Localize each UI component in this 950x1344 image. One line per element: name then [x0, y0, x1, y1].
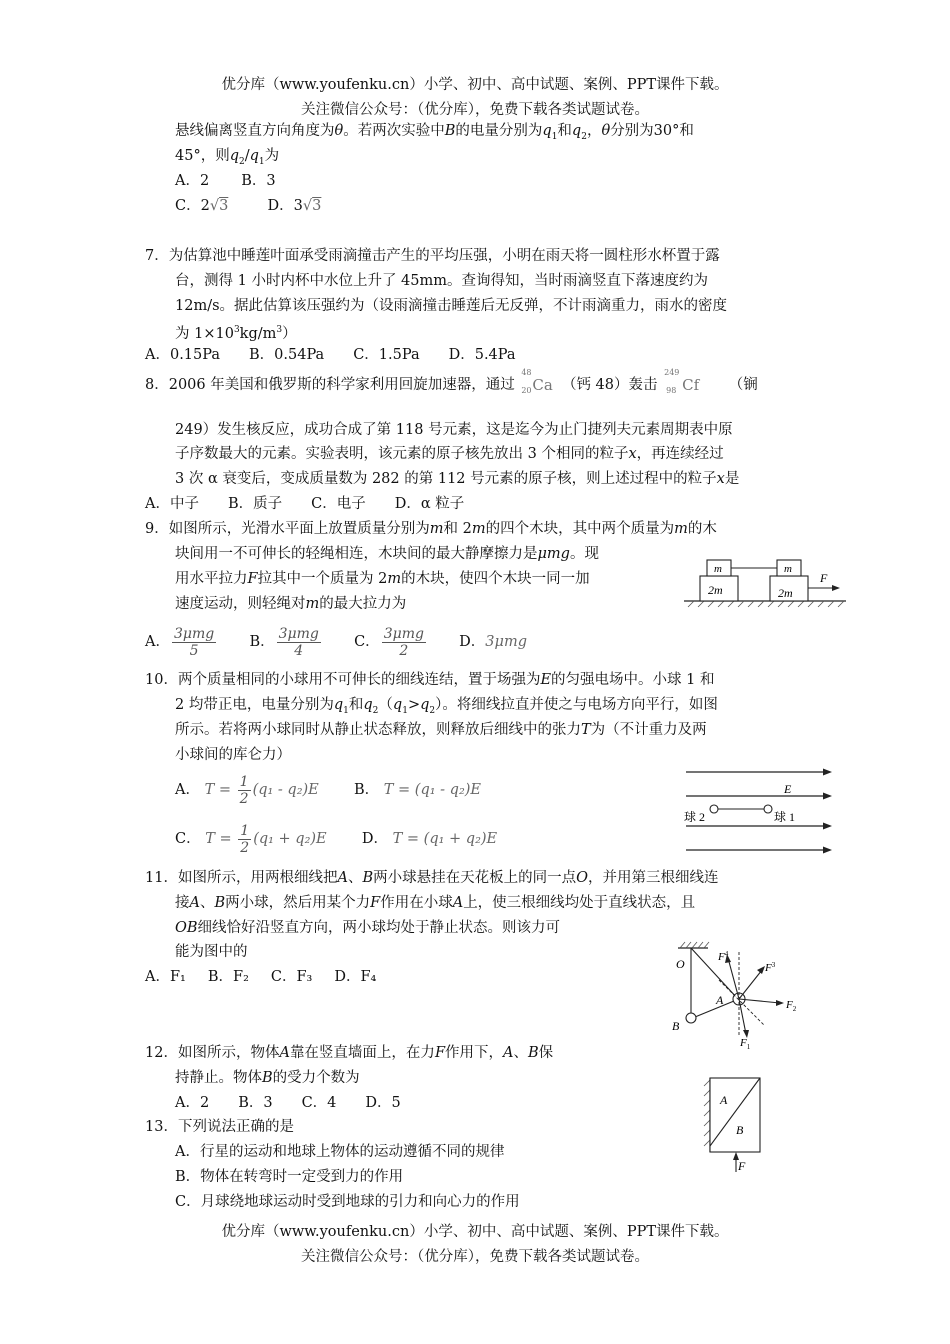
q10-option-a: A． — [175, 782, 200, 798]
q11-line-1: 11．如图所示，用两根细线把A、B两小球悬挂在天花板上的同一点O，并用第三根细线连 — [145, 870, 719, 886]
q8-line-1: 8．2006 年美国和俄罗斯的科学家利用回旋加速器，通过 48 20 Ca （钙 48）轰击 249 98 Cf （锎 — [145, 372, 758, 398]
q11-option-a: A．F₁ — [145, 969, 186, 985]
q11-fig-F4: $F^4$ — [718, 950, 729, 963]
footer-line-2: 关注微信公众号：（优分库），免费下载各类试题试卷。 — [301, 1249, 649, 1265]
q6-line-1: 悬线偏离竖直方向角度为θ。若两次实验中B的电量分别为$q_1$和$q_2$，θ分别为30°和 — [175, 123, 694, 142]
q9-line-1: 9．如图所示，光滑水平面上放置质量分别为m和 2m的四个木块，其中两个质量为m的木 — [145, 521, 717, 537]
q10-option-b: B． — [354, 782, 380, 798]
q9-line-4: 速度运动，则轻绳对m的最大拉力为 — [175, 596, 407, 612]
footer-line-1: 优分库（www.youfenku.cn）小学、初中、高中试题、案例、PPT课件下载。 — [221, 1224, 729, 1240]
q9-fig-F: F — [820, 571, 828, 585]
q11-line-2: 接A、B两小球，然后用某个力F作用在小球A上，使三根细线均处于直线状态，且 — [175, 895, 696, 911]
q10-fig-ball-2: 球 2 — [684, 810, 706, 824]
q6-options-cd: C．2√3 D．3√3 — [175, 198, 322, 214]
q12-fig-B: B — [736, 1123, 744, 1137]
q10-line-4: 小球间的库仑力） — [175, 747, 291, 763]
q13-stem: 13．下列说法正确的是 — [145, 1119, 294, 1135]
q9-fig-m-right: m — [784, 563, 792, 575]
q10-field-figure — [680, 762, 840, 857]
q11-option-d: D．F₄ — [334, 969, 377, 985]
q10-line-3: 所示。若将两小球同时从静止状态释放，则释放后细线中的张力T为（不计重力及两 — [175, 722, 707, 738]
q11-fig-A: A — [716, 993, 724, 1007]
q9-line-2: 块间用一不可伸长的轻绳相连，木块间的最大静摩擦力是μmg。现 — [175, 546, 599, 562]
q12-fig-A: A — [720, 1093, 728, 1107]
q6-options-ab — [175, 171, 276, 191]
q9-line-3: 用水平拉力F拉其中一个质量为 2m的木块，使四个木块一同一加 — [175, 571, 590, 587]
q9-option-b: B． — [249, 634, 275, 650]
q6-option-a: A．2 — [175, 173, 210, 189]
q7-line-4: 为 $1\times 10^3kg/m^3$） — [175, 325, 297, 342]
q10-line-2: 2 均带正电，电量分别为$q_1$和$q_2(q_1>q_2)$。将细线拉直并使之与电场方向平行，如图 — [175, 697, 718, 716]
q12-wall-figure — [696, 1072, 776, 1174]
q11-forces-figure — [664, 940, 814, 1050]
q12-line-2: 持静止。物体B的受力个数为 — [175, 1070, 360, 1086]
q9-option-a: A． — [145, 634, 170, 650]
q11-fig-F1: $F_1$ — [740, 1037, 751, 1050]
q10-options-ab: A． T = $\frac{1}{2}$ (q₁ - q₂)E B． T = (q₁ - q₂)E — [175, 773, 482, 807]
q7-line-1: 7．为估算池中睡莲叶面承受雨滴撞击产生的平均压强，小明在雨天将一圆柱形水杯置于露 — [145, 248, 720, 264]
q7-line-3: 12m/s。据此估算该压强约为（设雨滴撞击睡莲后无反弹，不计雨滴重力，雨水的密度 — [175, 298, 728, 314]
q9-option-d: D． — [459, 634, 486, 650]
q10-fig-E: E — [784, 782, 792, 796]
q8-line-2: 249）发生核反应，成功合成了第 118 号元素，这是迄今为止门捷列夫元素周期表中原 — [175, 422, 733, 438]
q6-option-c: C．2 — [175, 198, 210, 214]
q9-fig-2m-left: 2m — [708, 583, 723, 597]
q10-options-cd: C． T = $\frac{1}{2}$ (q₁ + q₂)E D． T = (q₁ + q₂)E — [175, 822, 498, 856]
q8-line-3: 子序数最大的元素。实验表明，该元素的原子核先放出 3 个相同的粒子x，再连续经过 — [175, 446, 724, 462]
q12-options: A．2 B．3 C．4 D．5 — [175, 1095, 401, 1111]
q11-fig-B: B — [672, 1019, 680, 1033]
q9-blocks-figure — [680, 552, 850, 608]
q11-line-4: 能为图中的 — [175, 944, 248, 960]
q9-options: A． $\frac{\text{3μmg}}{5}$ B． $\frac{\text{3μmg}}{4}$ C． $\frac{\text{3μmg}}{2}$ D．3μmg — [145, 625, 527, 659]
californium-nuclide: 249 98 Cf — [664, 368, 700, 395]
q11-fig-O: O — [676, 957, 685, 971]
q12-fig-F: F — [738, 1159, 746, 1173]
q8-options: A．中子 B．质子 C．电子 D．α 粒子 — [145, 496, 465, 512]
q11-option-c: C．F₃ — [270, 969, 313, 985]
header-line-2: 关注微信公众号：（优分库），免费下载各类试题试卷。 — [301, 102, 649, 118]
q7-line-2: 台，测得 1 小时内杯中水位上升了 45mm。查询得知，当时雨滴竖直下落速度约为 — [175, 273, 708, 289]
q9-fig-2m-right: 2m — [778, 586, 793, 600]
q10-line-1: 10．两个质量相同的小球用不可伸长的细线连结，置于场强为E的匀强电场中。小球 1 和 — [145, 672, 715, 688]
q10-fig-ball-1: 球 1 — [774, 810, 796, 824]
q11-option-b: B．F₂ — [207, 969, 249, 985]
q10-option-d: D． — [361, 831, 389, 847]
q13-option-b: B．物体在转弯时一定受到力的作用 — [175, 1169, 404, 1185]
q11-options — [145, 967, 376, 987]
q6-option-d: D．3 — [267, 198, 303, 214]
q6-option-b: B．3 — [241, 173, 276, 189]
header-line-1: 优分库（www.youfenku.cn）小学、初中、高中试题、案例、PPT课件下载。 — [221, 77, 729, 93]
q13-option-a: A．行星的运动和地球上物体的运动遵循不同的规律 — [175, 1144, 505, 1160]
q11-fig-F3: $F^3$ — [765, 961, 776, 974]
q10-option-c: C． — [175, 831, 201, 847]
q12-line-1: 12．如图所示，物体A靠在竖直墙面上，在力F作用下，A、B保 — [145, 1045, 554, 1061]
q7-options: A．0.15Pa B．0.54Pa C．1.5Pa D．5.4Pa — [145, 347, 516, 363]
q8-line-4: 3 次 α 衰变后，变成质量数为 282 的第 112 号元素的原子核，则上述过程中的粒子x是 — [175, 471, 740, 487]
q9-option-c: C． — [354, 634, 380, 650]
q11-fig-F2: $F_2$ — [786, 999, 797, 1013]
q6-line-2: 45°，则$q_2/q_1$为 — [175, 148, 280, 167]
q11-line-3: OB细线恰好沿竖直方向，两小球均处于静止状态。则该力可 — [175, 920, 561, 936]
q9-fig-m-left: m — [714, 563, 722, 575]
calcium-nuclide: 48 20 Ca — [521, 368, 553, 395]
q13-option-c: C．月球绕地球运动时受到地球的引力和向心力的作用 — [175, 1194, 520, 1210]
